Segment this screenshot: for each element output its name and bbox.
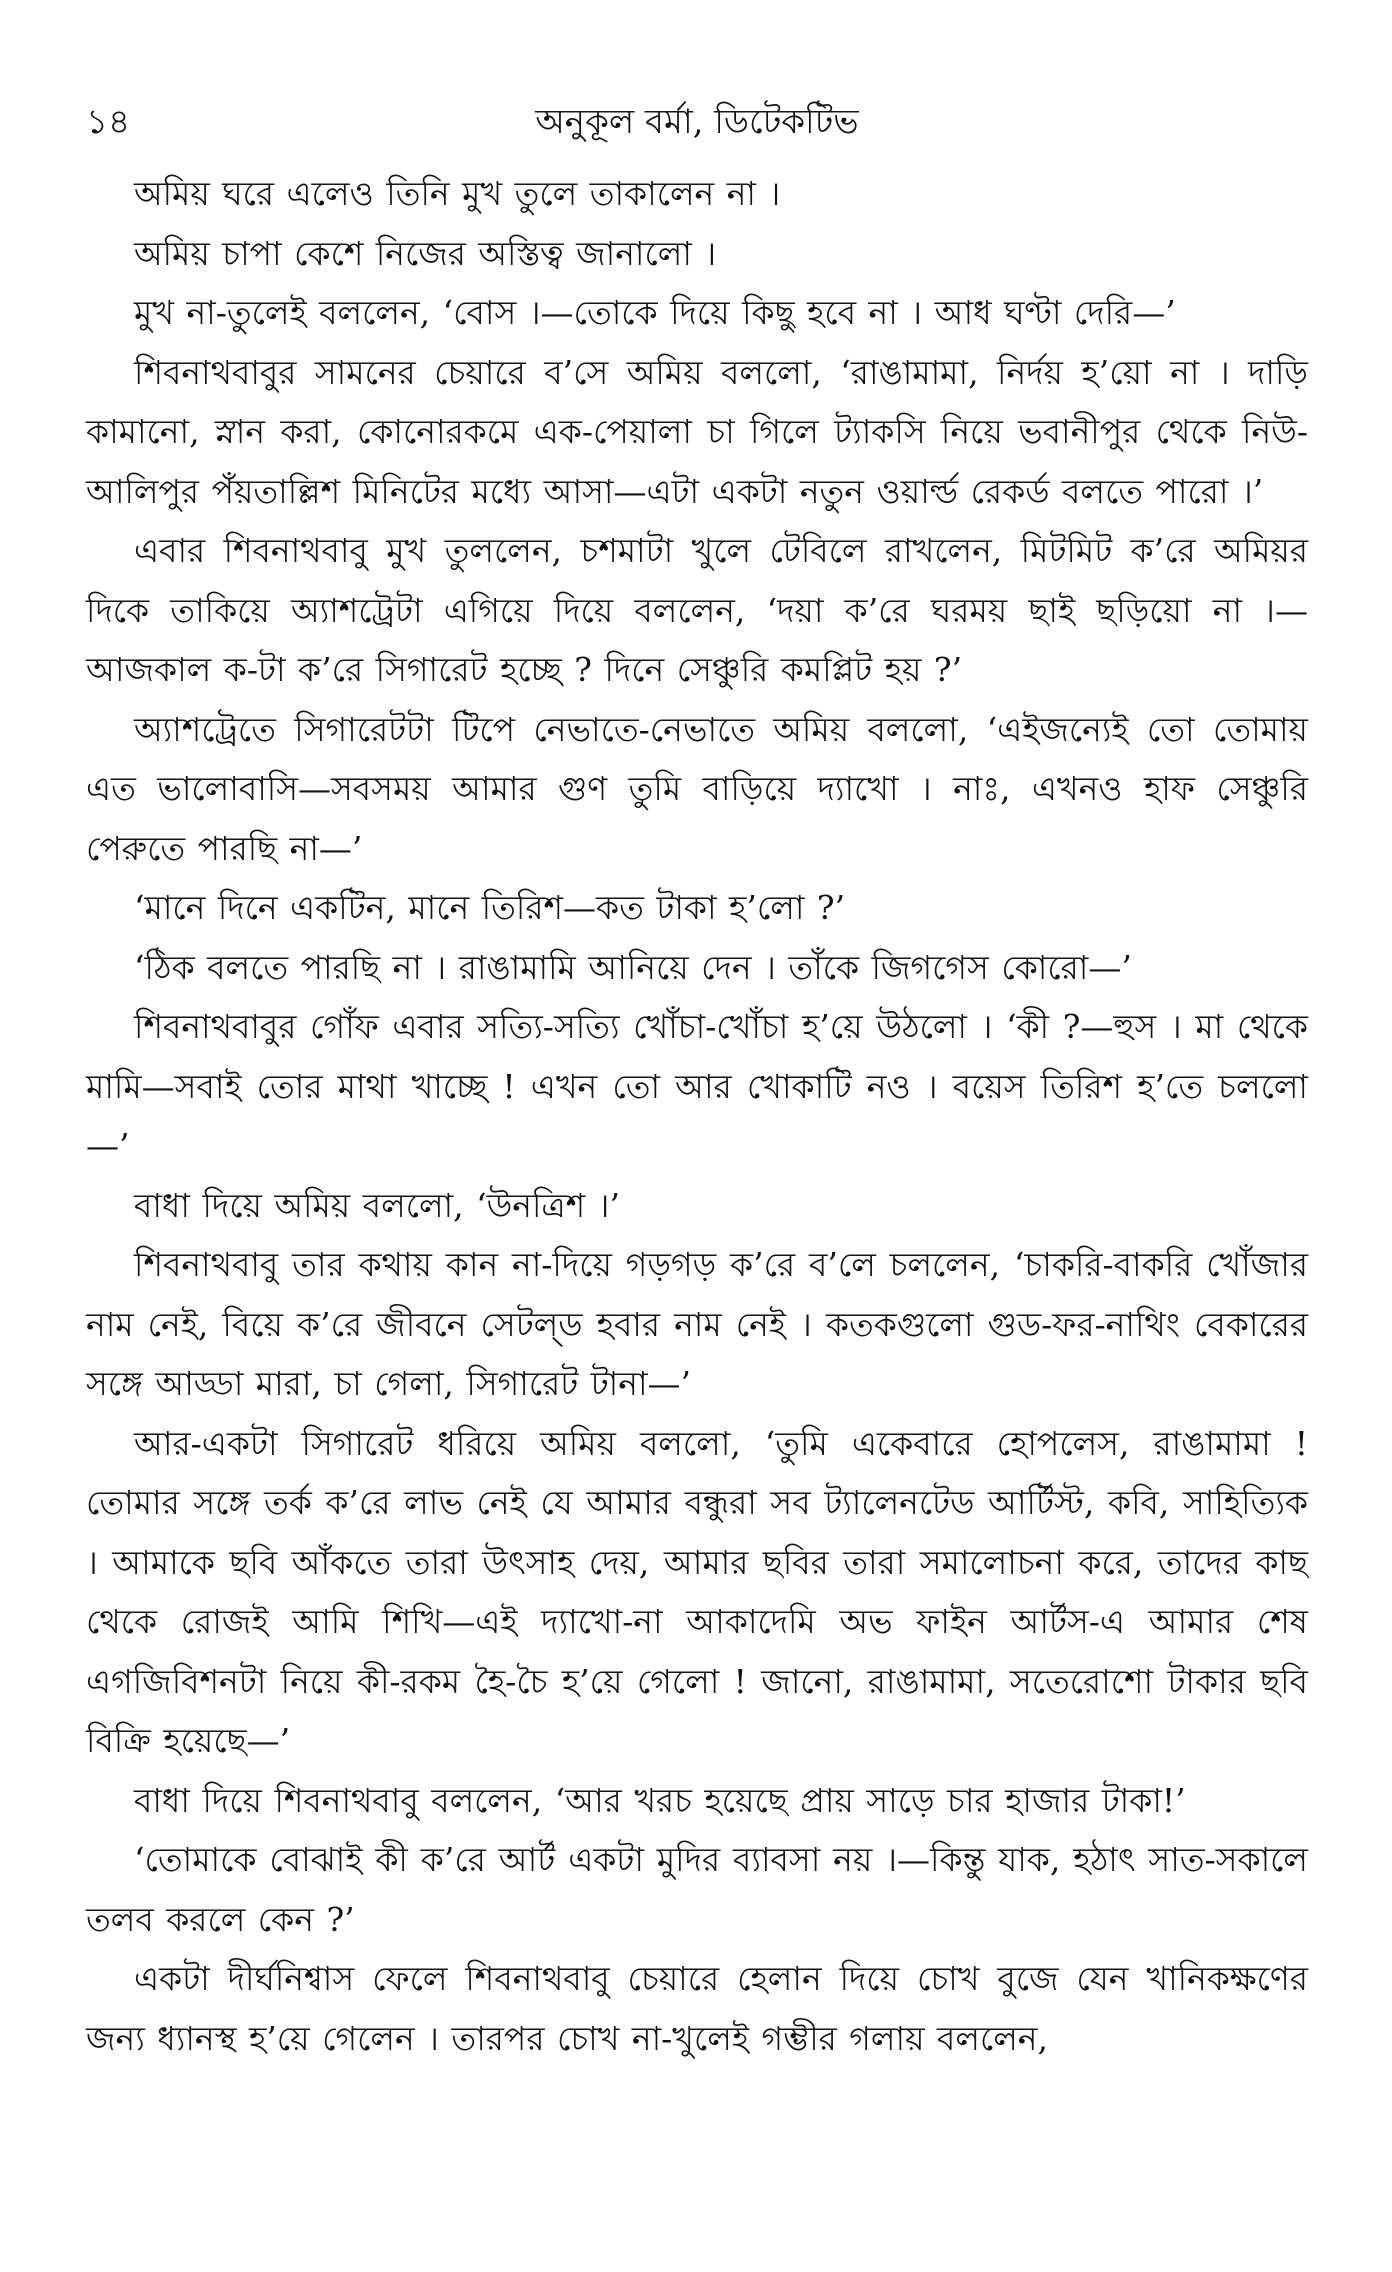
running-title: অনুকূল বর্মা, ডিটেকটিভ: [535, 102, 859, 142]
paragraph: অমিয় ঘরে এলেও তিনি মুখ তুলে তাকালেন না ।: [134, 174, 781, 213]
paragraph: শিবনাথবাবুর সামনের চেয়ারে ব’সে অমিয় বললো, ‘রাঙামামা, নির্দয় হ’য়ো না । দাড়ি কামানো, স্নান করা, কোনোরকমে এক-পেয়ালা চা গিলে ট্যাকসি নিয়ে ভবানীপুর থেকে নিউ-আলিপুর পঁয়তাল্লিশ মিনিটের মধ্যে আসা—এটা একটা নতুন ওয়ার্ল্ড রেকর্ড বলতে পারো ।’: [86, 352, 1308, 511]
page-header: [86, 92, 1308, 152]
paragraph: শিবনাথবাবু তার কথায় কান না-দিয়ে গড়গড় ক’রে ব’লে চললেন, ‘চাকরি-বাকরি খোঁজার নাম নেই, বিয়ে ক’রে জীবনে সেটল্‌ড হবার নাম নেই । কতকগুলো গুড-ফর-নাথিং বেকারের সঙ্গে আড্ডা মারা, চা গেলা, সিগারেট টানা—’: [86, 1245, 1308, 1403]
paragraph: আর-একটা সিগারেট ধরিয়ে অমিয় বললো, ‘তুমি একেবারে হোপলেস, রাঙামামা ! তোমার সঙ্গে তর্ক ক’রে লাভ নেই যে আমার বন্ধুরা সব ট্যালেনটেড আর্টিস্ট, কবি, সাহিত্যিক । আমাকে ছবি আঁকতে তারা উৎসাহ দেয়, আমার ছবির তারা সমালোচনা করে, তাদের কাছ থেকে রোজই আমি শিখি—এই দ্যাখো-না আকাদেমি অভ ফাইন আর্টস-এ আমার শেষ এগজিবিশনটা নিয়ে কী-রকম হৈ-চৈ হ’য়ে গেলো ! জানো, রাঙামামা, সতেরোশো টাকার ছবি বিক্রি হয়েছে—’: [86, 1423, 1308, 1760]
paragraph: এবার শিবনাথবাবু মুখ তুললেন, চশমাটা খুলে টেবিলে রাখলেন, মিটমিট ক’রে অমিয়র দিকে তাকিয়ে অ্যাশট্রেটা এগিয়ে দিয়ে বললেন, ‘দয়া ক’রে ঘরময় ছাই ছড়িয়ো না ।—আজকাল ক-টা ক’রে সিগারেট হচ্ছে ? দিনে সেঞ্চুরি কমপ্লিট হয় ?’: [86, 531, 1308, 689]
paragraph: ‘তোমাকে বোঝাই কী ক’রে আর্ট একটা মুদির ব্যাবসা নয় ।—কিন্তু যাক, হঠাৎ সাত-সকালে তলব করলে কেন ?’: [86, 1840, 1308, 1939]
paragraph: শিবনাথবাবুর গোঁফ এবার সত্যি-সত্যি খোঁচা-খোঁচা হ’য়ে উঠলো । ‘কী ?—হুস । মা থেকে মামি—সবাই তোর মাথা খাচ্ছে ! এখন তো আর খোকাটি নও । বয়েস তিরিশ হ’তে চললো—’: [86, 1007, 1308, 1165]
paragraph: মুখ না-তুলেই বললেন, ‘বোস ।—তোকে দিয়ে কিছু হবে না । আধ ঘণ্টা দেরি—’: [134, 293, 1176, 332]
paragraph: অ্যাশট্রেতে সিগারেটটা টিপে নেভাতে-নেভাতে অমিয় বললো, ‘এইজন্যেই তো তোমায় এত ভালোবাসি—সবসময় আমার গুণ তুমি বাড়িয়ে দ্যাখো । নাঃ, এখনও হাফ সেঞ্চুরি পেরুতে পারছি না—’: [86, 709, 1308, 868]
paragraph: বাধা দিয়ে শিবনাথবাবু বললেন, ‘আর খরচ হয়েছে প্রায় সাড়ে চার হাজার টাকা!’: [134, 1780, 1186, 1820]
page-number: ১৪: [86, 102, 131, 142]
body-text: [86, 164, 1308, 2068]
paragraph: ‘ঠিক বলতে পারছি না । রাঙামামি আনিয়ে দেন । তাঁকে জিগগেস কোরো—’: [134, 947, 1132, 987]
paragraph: একটা দীর্ঘনিশ্বাস ফেলে শিবনাথবাবু চেয়ারে হেলান দিয়ে চোখ বুজে যেন খানিকক্ষণের জন্য ধ্যানস্থ হ’য়ে গেলেন । তারপর চোখ না-খুলেই গম্ভীর গলায় বললেন,: [86, 1959, 1308, 2058]
paragraph: ‘মানে দিনে একটিন, মানে তিরিশ—কত টাকা হ’লো ?’: [134, 888, 846, 927]
paragraph: অমিয় চাপা কেশে নিজের অস্তিত্ব জানালো ।: [134, 233, 717, 273]
paragraph: বাধা দিয়ে অমিয় বললো, ‘উনত্রিশ ।’: [134, 1185, 620, 1225]
